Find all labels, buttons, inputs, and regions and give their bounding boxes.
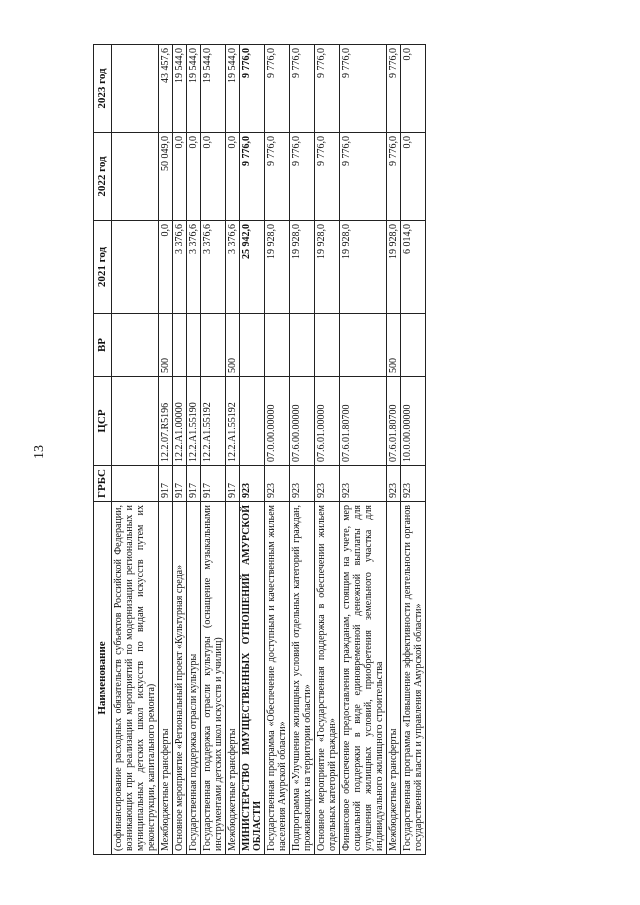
cell-2023: 19 544,0 [173,45,187,133]
cell-2023: 9 776,0 [315,45,340,133]
cell-grbs: 923 [387,466,401,502]
cell-2021: 3 376,6 [201,221,226,314]
cell-grbs: 923 [315,466,340,502]
cell-csr: 12.2.A1.55190 [187,377,201,466]
table-row [173,45,187,855]
cell-vr [201,314,226,377]
table-row [315,45,340,855]
cell-name: Межбюджетные трансферты [159,502,173,855]
cell-2023: 9 776,0 [290,45,315,133]
cell-2022: 0,0 [187,133,201,221]
cell-name: Государственная программа «Повышение эффективности деятельности органов государственной власти и управления Амурской области» [401,502,426,855]
header-2021: 2021 год [94,221,112,314]
table-row [159,45,173,855]
table-row [340,45,387,855]
page-number: 13 [32,445,47,459]
cell-vr: 500 [226,314,240,377]
cell-csr: 07.6.00.00000 [290,377,315,466]
cell-2023: 43 457,6 [159,45,173,133]
cell-2021: 3 376,6 [173,221,187,314]
cell-name: Межбюджетные трансферты [226,502,240,855]
cell-2023: 9 776,0 [265,45,290,133]
header-grbs: ГРБС [94,466,112,502]
cell-csr: 12.2.07.R5196 [159,377,173,466]
table-row [387,45,401,855]
cell-grbs: 923 [290,466,315,502]
cell-name: Основное мероприятие «Государственная поддержка в обеспечении жильем отдельных категорий граждан» [315,502,340,855]
cell-2023: 9 776,0 [340,45,387,133]
cell-2022: 0,0 [401,133,426,221]
cell-grbs: 923 [340,466,387,502]
cell-csr: 07.0.00.00000 [265,377,290,466]
table-row [112,45,159,855]
cell-grbs: 923 [265,466,290,502]
header-2023: 2023 год [94,45,112,133]
cell-grbs: 923 [240,466,265,502]
cell-2023: 19 544,0 [226,45,240,133]
cell-2022: 0,0 [201,133,226,221]
cell-2022: 50 049,0 [159,133,173,221]
table-row [401,45,426,855]
cell-vr [240,314,265,377]
cell-2021 [112,221,159,314]
cell-2021: 19 928,0 [265,221,290,314]
cell-name: (софинансирование расходных обязательств субъектов Российской Федерации, возникающих при реализации мероприятий по модернизации региональных и муниципальных детских школ искусств по видам искусств путем их реконструкции, капитального ремонта) [112,502,159,855]
cell-csr: 10.0.00.00000 [401,377,426,466]
table-row [240,45,265,855]
cell-name: Финансовое обеспечение предоставления гражданам, стоящим на учете, мер социальной поддержки в виде единовременной денежной выплаты для улучшения жилищных условий, приобретения земельного участка для индивидуального жилищного строительства [340,502,387,855]
cell-2022: 9 776,0 [240,133,265,221]
cell-grbs: 917 [173,466,187,502]
cell-vr: 500 [387,314,401,377]
cell-vr [315,314,340,377]
table-row [201,45,226,855]
cell-name: Подпрограмма «Улучшение жилищных условий отдельных категорий граждан, проживающих на территории области» [290,502,315,855]
rotated-page-content [93,45,618,855]
cell-vr [173,314,187,377]
cell-2022: 9 776,0 [265,133,290,221]
header-csr: ЦСР [94,377,112,466]
cell-2021: 6 014,0 [401,221,426,314]
cell-2022: 9 776,0 [315,133,340,221]
cell-2023: 9 776,0 [387,45,401,133]
cell-vr [290,314,315,377]
table-row [187,45,201,855]
cell-name: Государственная программа «Обеспечение доступным и качественным жильем населения Амурской области» [265,502,290,855]
cell-vr: 500 [159,314,173,377]
cell-name: Государственная поддержка отрасли культуры (оснащение музыкальными инструментами детских школ искусств и училищ) [201,502,226,855]
cell-vr [401,314,426,377]
cell-vr [265,314,290,377]
cell-csr: 07.6.01.00000 [315,377,340,466]
cell-2021: 19 928,0 [387,221,401,314]
cell-csr: 07.6.01.80700 [340,377,387,466]
cell-2021: 3 376,6 [226,221,240,314]
table-header-row [94,45,112,855]
cell-2023: 19 544,0 [187,45,201,133]
cell-grbs: 917 [187,466,201,502]
cell-name: Государственная поддержка отрасли культуры [187,502,201,855]
header-2022: 2022 год [94,133,112,221]
budget-table [93,44,426,855]
cell-2022: 0,0 [226,133,240,221]
cell-2022 [112,133,159,221]
cell-vr [112,314,159,377]
cell-csr: 12.2.A1.00000 [173,377,187,466]
cell-2023: 19 544,0 [201,45,226,133]
cell-2023 [112,45,159,133]
cell-2022: 0,0 [173,133,187,221]
table-body [112,45,426,855]
cell-grbs: 923 [401,466,426,502]
cell-vr [340,314,387,377]
cell-grbs: 917 [159,466,173,502]
cell-name: МИНИСТЕРСТВО ИМУЩЕСТВЕННЫХ ОТНОШЕНИЙ АМУРСКОЙ ОБЛАСТИ [240,502,265,855]
cell-2021: 19 928,0 [340,221,387,314]
table-row [290,45,315,855]
cell-2021: 3 376,6 [187,221,201,314]
cell-2021: 19 928,0 [290,221,315,314]
cell-2022: 9 776,0 [340,133,387,221]
cell-vr [187,314,201,377]
cell-csr [112,377,159,466]
cell-grbs: 917 [201,466,226,502]
cell-2022: 9 776,0 [290,133,315,221]
cell-csr: 12.2.A1.55192 [226,377,240,466]
cell-2021: 19 928,0 [315,221,340,314]
cell-grbs [112,466,159,502]
cell-csr: 07.6.01.80700 [387,377,401,466]
cell-grbs: 917 [226,466,240,502]
table-row [226,45,240,855]
header-vr: ВР [94,314,112,377]
cell-csr: 12.2.A1.55192 [201,377,226,466]
header-name: Наименование [94,502,112,855]
cell-name: Межбюджетные трансферты [387,502,401,855]
cell-2023: 0,0 [401,45,426,133]
table-row [265,45,290,855]
cell-2023: 9 776,0 [240,45,265,133]
cell-2022: 9 776,0 [387,133,401,221]
cell-2021: 25 942,0 [240,221,265,314]
cell-name: Основное мероприятие «Региональный проект «Культурная среда» [173,502,187,855]
cell-2021: 0,0 [159,221,173,314]
cell-csr [240,377,265,466]
